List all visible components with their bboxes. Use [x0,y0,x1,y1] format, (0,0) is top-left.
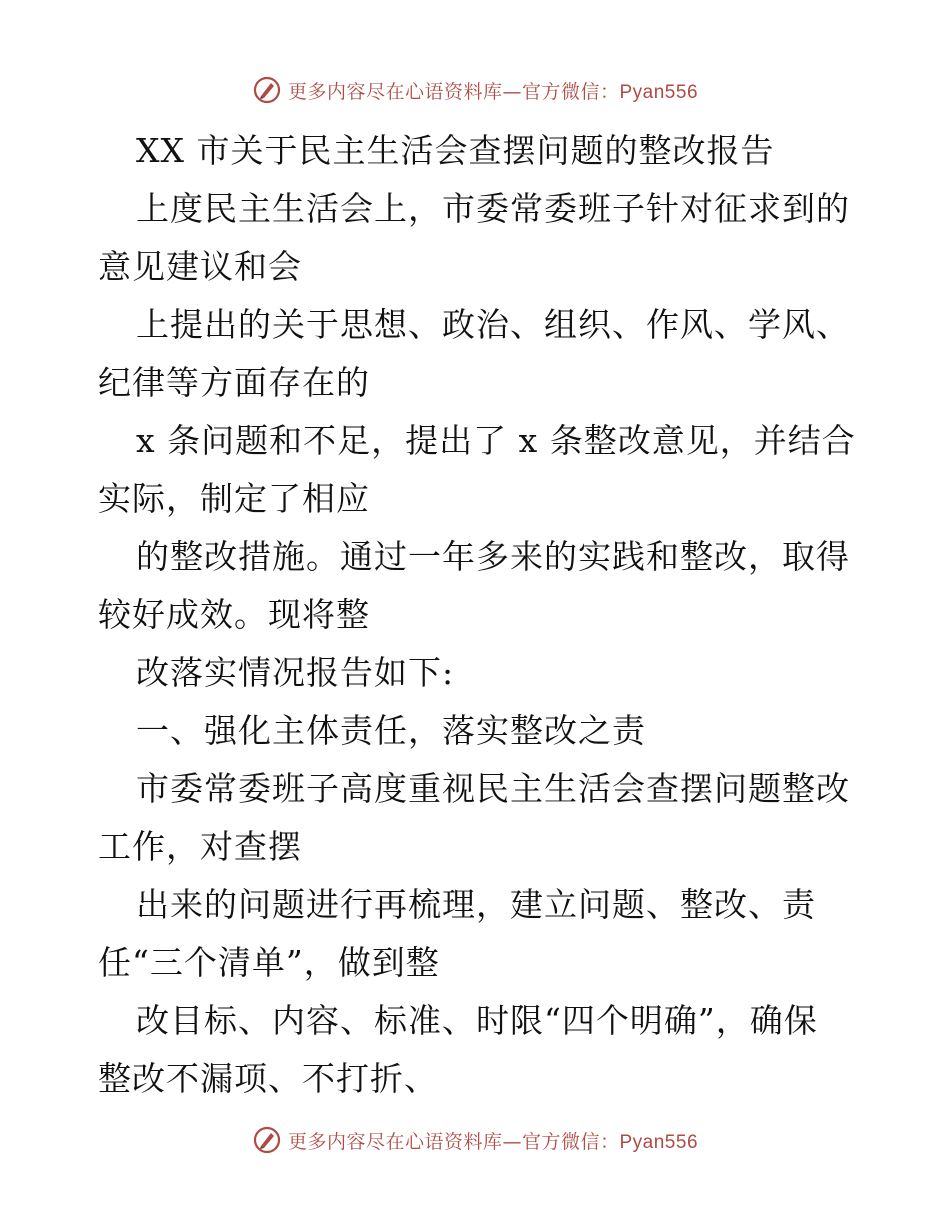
paragraph-line: 纪律等方面存在的 [98,363,370,402]
paragraph-line: x 条问题和不足，提出了 x 条整改意见，并结合 [136,421,856,460]
watermark-text [288,77,698,104]
paragraph-line: 整改不漏项、不打折、 [98,1059,438,1098]
watermark-wechat-id: Pyan556 [619,1131,699,1153]
paragraph-line: 工作，对查摆 [98,827,302,866]
watermark-label: 更多内容尽在心语资料库—官方微信： [287,80,620,103]
pen-logo-icon [252,1125,282,1155]
paragraph-line: 改目标、内容、标准、时限“四个明确”，确保 [136,1001,818,1040]
header-watermark [0,70,950,110]
paragraph-line: 任“三个清单”，做到整 [98,943,440,982]
paragraph-line: 上度民主生活会上，市委常委班子针对征求到的 [136,189,850,228]
watermark-text [288,1127,698,1154]
paragraph-line: 市委常委班子高度重视民主生活会查摆问题整改 [136,769,850,808]
pen-logo-icon [252,75,282,105]
footer-watermark [0,1120,950,1160]
paragraph-line: 意见建议和会 [98,247,302,286]
paragraph-line: 出来的问题进行再梳理，建立问题、整改、责 [136,885,816,924]
paragraph-line: 的整改措施。通过一年多来的实践和整改，取得 [136,537,850,576]
paragraph-line: 实际，制定了相应 [98,479,370,518]
paragraph-line: 上提出的关于思想、政治、组织、作风、学风、 [136,305,850,344]
paragraph-line: 较好成效。现将整 [98,595,370,634]
document-title: XX 市关于民主生活会查摆问题的整改报告 [136,131,775,170]
document-body [98,122,858,1108]
watermark-label: 更多内容尽在心语资料库—官方微信： [287,1130,620,1153]
section-heading: 一、强化主体责任，落实整改之责 [136,711,646,750]
watermark-wechat-id: Pyan556 [619,81,699,103]
paragraph-line: 改落实情况报告如下: [136,653,455,692]
